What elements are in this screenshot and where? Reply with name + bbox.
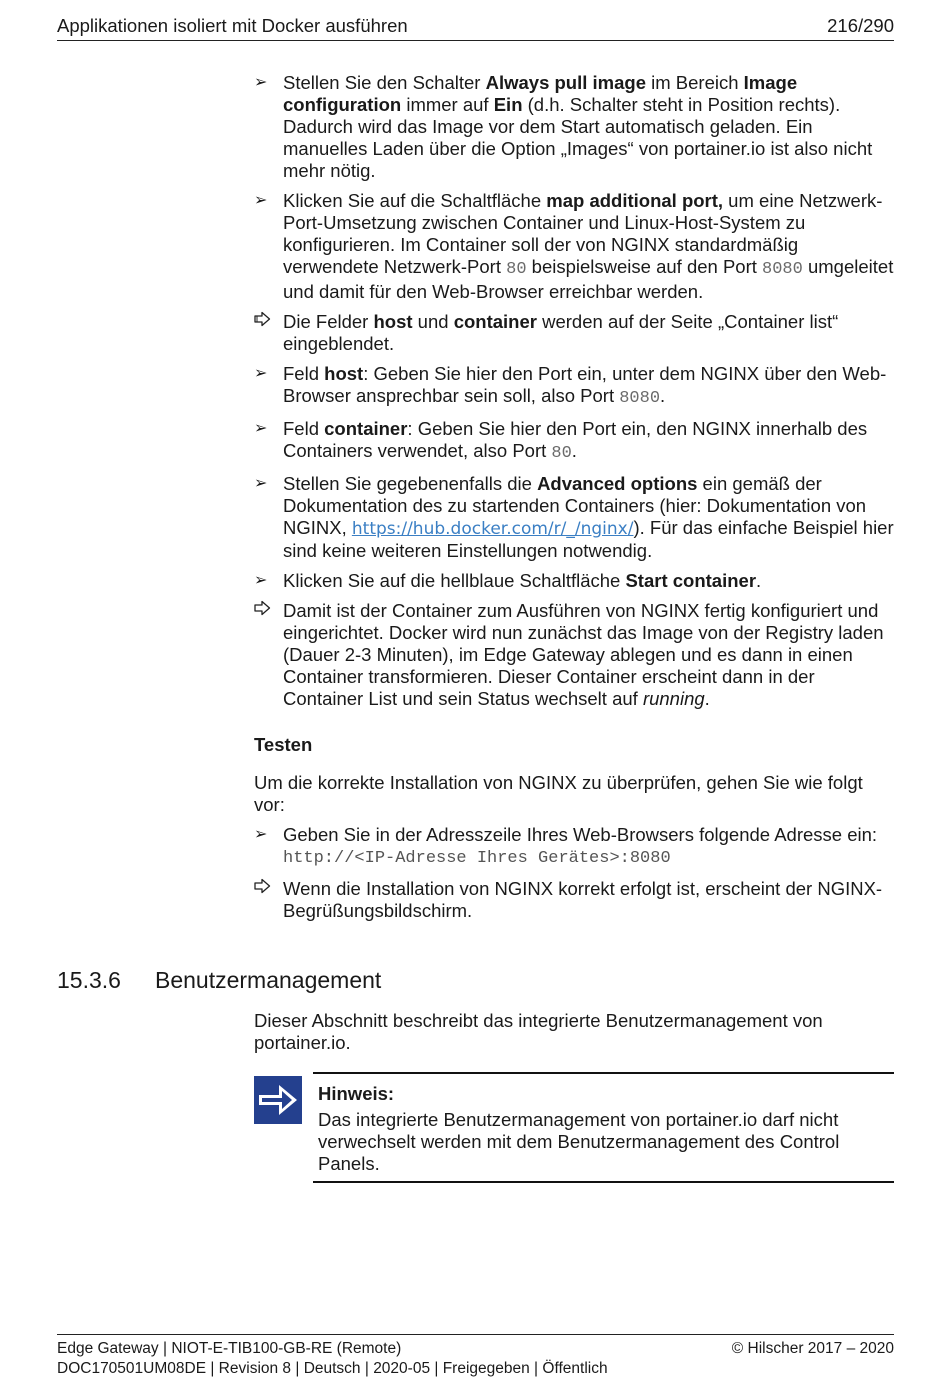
- step-item: ➢ Feld host: Geben Sie hier den Port ein, unter dem NGINX über den Web-Browser ansprechbar sein soll, also Port 8080.: [254, 363, 887, 408]
- arrowhead-bullet-icon: ➢: [254, 475, 268, 492]
- result-item: Wenn die Installation von NGINX korrekt erfolgt ist, erscheint der NGINX-Begrüßungsbildschirm.: [254, 878, 894, 922]
- step-item: ➢ Stellen Sie gegebenenfalls die Advanced options ein gemäß der Dokumentation des zu startenden Containers (hier: Dokumentation von NGINX, https://hub.docker.com/r/_/nginx/). Für das einfache Beispiel hier sind keine weiteren Einstellungen notwendig.: [254, 473, 894, 561]
- result-item: Die Felder host und container werden auf der Seite „Container list“ eingeblendet.: [254, 311, 894, 355]
- footer-copyright: © Hilscher 2017 – 2020: [731, 1340, 894, 1357]
- address-code: http://<IP-Adresse Ihres Gerätes>:8080: [283, 849, 671, 868]
- code-port: 8080: [619, 389, 661, 408]
- step-item: ➢ Stellen Sie den Schalter Always pull image im Bereich Image configuration immer auf Ein (d.h. Schalter steht in Position rechts). Dadurch wird das Image vor dem Start automatisch geladen. Ein manuelles Laden über die Option „Images“ von portainer.io ist also nicht mehr nötig.: [254, 72, 873, 181]
- nginx-docs-link[interactable]: https://hub.docker.com/r/_/nginx/: [351, 519, 634, 539]
- arrow-right-icon: [254, 1076, 302, 1124]
- footer-document-info: DOC170501UM08DE | Revision 8 | Deutsch | 2020-05 | Freigegeben | Öffentlich: [57, 1360, 608, 1377]
- testing-heading: Testen: [254, 734, 313, 755]
- main-content: [254, 72, 894, 930]
- note-box: [313, 1072, 894, 1183]
- step-item: ➢ Klicken Sie auf die Schaltfläche map additional port, um eine Netzwerk-Port-Umsetzung zwischen Container und Linux-Host-System zu konfigurieren. Im Container soll der von NGINX standardmäßig verwendete Netzwerk-Port 80 beispielsweise auf den Port 8080 umgeleitet und damit für den Web-Browser erreichbar werden.: [254, 190, 894, 302]
- section-title: Benutzermanagement: [155, 967, 382, 993]
- arrowhead-bullet-icon: ➢: [254, 826, 268, 843]
- arrowhead-bullet-icon: ➢: [254, 74, 268, 91]
- arrowhead-bullet-icon: ➢: [254, 192, 268, 209]
- result-arrow-icon: [254, 311, 274, 334]
- result-arrow-icon: [254, 600, 274, 623]
- result-arrow-icon: [254, 878, 274, 901]
- arrowhead-bullet-icon: ➢: [254, 572, 268, 589]
- page-number: 216/290: [827, 15, 894, 36]
- arrowhead-bullet-icon: ➢: [254, 420, 268, 437]
- header-title: Applikationen isoliert mit Docker ausführen: [57, 15, 408, 36]
- code-port: 80: [551, 444, 572, 463]
- section-intro: Dieser Abschnitt beschreibt das integrierte Benutzermanagement von portainer.io.: [254, 1010, 823, 1053]
- step-item: ➢ Klicken Sie auf die hellblaue Schaltfläche Start container.: [254, 570, 762, 591]
- step-item: ➢ Feld container: Geben Sie hier den Port ein, den NGINX innerhalb des Containers verwendet, also Port 80.: [254, 418, 868, 463]
- result-item: Damit ist der Container zum Ausführen von NGINX fertig konfiguriert und eingerichtet. Docker wird nun zunächst das Image von der Registry laden (Dauer 2-3 Minuten), im Edge Gateway ablegen und es dann in einen Container transformieren. Dieser Container erscheint dann in der Container List und sein Status wechselt auf running.: [254, 600, 894, 710]
- code-port: 8080: [762, 260, 803, 279]
- step-item: ➢ Geben Sie in der Adresszeile Ihres Web-Browsers folgende Adresse ein: http://<IP-Adresse Ihres Gerätes>:8080: [254, 824, 894, 870]
- page-footer: [57, 1334, 894, 1379]
- arrowhead-bullet-icon: ➢: [254, 365, 268, 382]
- note-title: Hinweis:: [318, 1083, 395, 1104]
- note-text: Das integrierte Benutzermanagement von portainer.io darf nicht verwechselt werden mit dem Benutzermanagement des Control Panels.: [318, 1109, 840, 1174]
- testing-intro: Um die korrekte Installation von NGINX zu überprüfen, gehen Sie wie folgt vor:: [254, 772, 863, 815]
- footer-product: Edge Gateway | NIOT-E-TIB100-GB-RE (Remote): [57, 1340, 402, 1357]
- section-number: 15.3.6: [57, 967, 121, 993]
- page-header: [57, 14, 894, 41]
- code-port: 80: [506, 260, 527, 279]
